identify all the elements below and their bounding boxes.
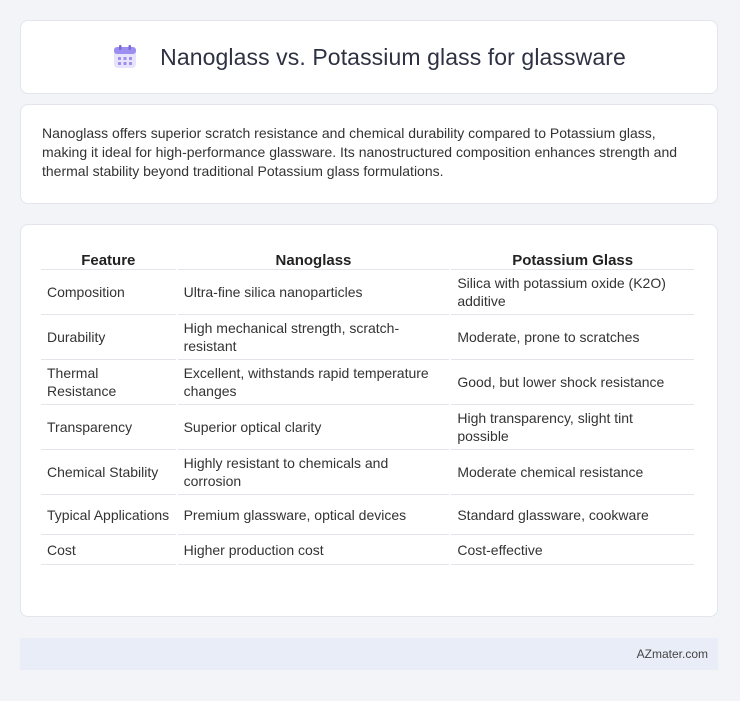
potassium-cell: High transparency, slight tint possible [451, 405, 694, 450]
comparison-table-card [20, 224, 718, 617]
nanoglass-cell: Higher production cost [178, 535, 450, 565]
potassium-cell: Cost-effective [451, 535, 694, 565]
feature-cell: Transparency [41, 405, 176, 450]
title-card [20, 20, 718, 94]
table-row [41, 315, 694, 360]
potassium-cell: Standard glassware, cookware [451, 495, 694, 535]
nanoglass-cell: Ultra-fine silica nanoparticles [178, 270, 450, 315]
nanoglass-cell: Highly resistant to chemicals and corrosion [178, 450, 450, 495]
table-header-row [41, 245, 694, 270]
feature-cell: Thermal Resistance [41, 360, 176, 405]
feature-cell: Composition [41, 270, 176, 315]
table-row [41, 535, 694, 565]
footer-bar [20, 638, 718, 670]
header-potassium-glass: Potassium Glass [451, 245, 694, 270]
potassium-cell: Silica with potassium oxide (K2O) additive [451, 270, 694, 315]
header-nanoglass: Nanoglass [178, 245, 450, 270]
feature-cell: Typical Applications [41, 495, 176, 535]
feature-cell: Durability [41, 315, 176, 360]
potassium-cell: Moderate chemical resistance [451, 450, 694, 495]
nanoglass-cell: Superior optical clarity [178, 405, 450, 450]
table-row [41, 450, 694, 495]
calendar-icon [112, 44, 138, 70]
nanoglass-cell: High mechanical strength, scratch-resistant [178, 315, 450, 360]
summary-text: Nanoglass offers superior scratch resistance and chemical durability compared to Potassium glass, making it ideal for high-performance glassware. Its nanostructured composition enhances strength and thermal stability beyond traditional Potassium glass formulations. [42, 125, 678, 179]
table-row [41, 495, 694, 535]
table-row [41, 270, 694, 315]
summary-card [20, 104, 718, 204]
nanoglass-cell: Excellent, withstands rapid temperature changes [178, 360, 450, 405]
table-row [41, 405, 694, 450]
header-feature: Feature [41, 245, 176, 270]
table-row [41, 360, 694, 405]
feature-cell: Chemical Stability [41, 450, 176, 495]
nanoglass-cell: Premium glassware, optical devices [178, 495, 450, 535]
feature-cell: Cost [41, 535, 176, 565]
footer-brand: AZmater.com [636, 647, 708, 661]
comparison-table [39, 245, 696, 565]
potassium-cell: Good, but lower shock resistance [451, 360, 694, 405]
potassium-cell: Moderate, prone to scratches [451, 315, 694, 360]
page-title: Nanoglass vs. Potassium glass for glassware [160, 43, 626, 70]
